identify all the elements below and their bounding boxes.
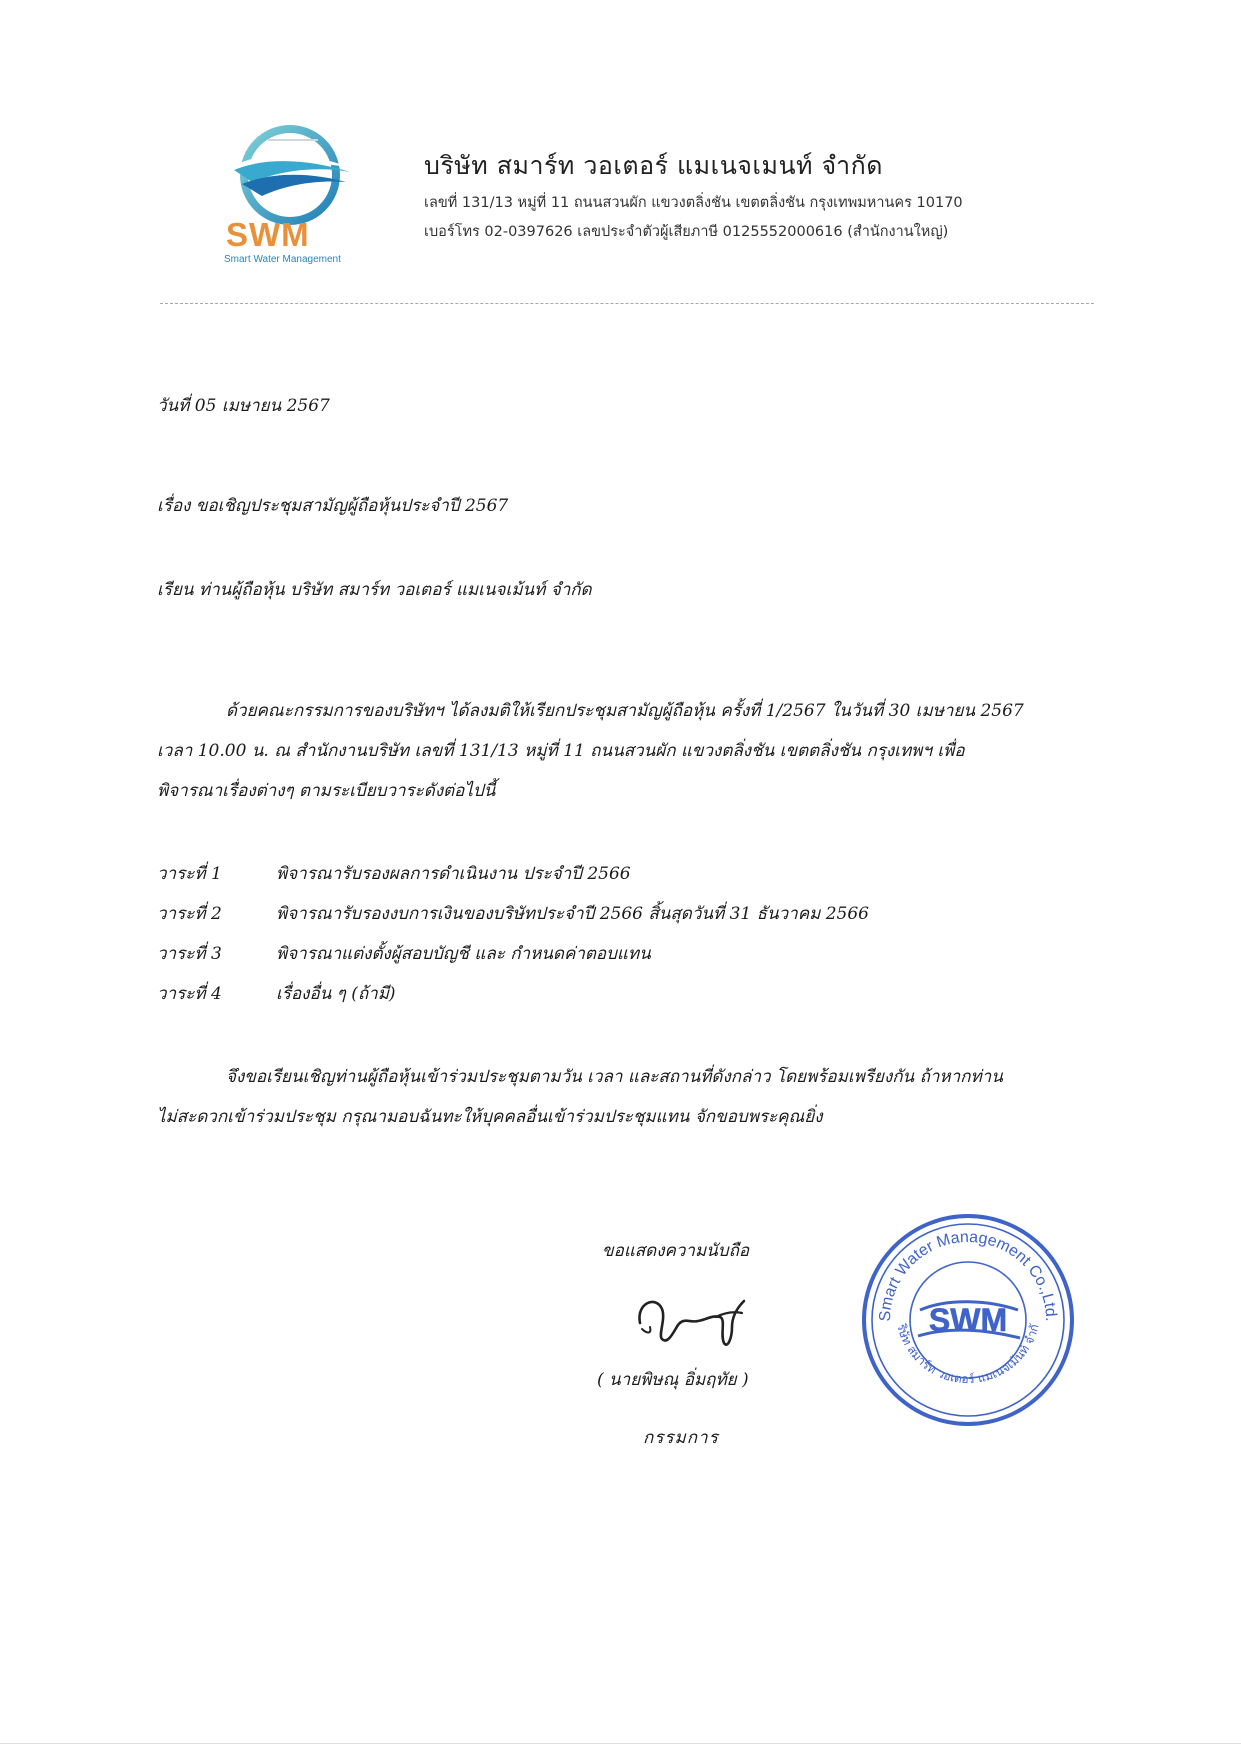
company-stamp [858,1210,1078,1430]
closing-line-1: จึงขอเรียนเชิญท่านผู้ถือหุ้นเข้าร่วมประชุมตามวัน เวลา และสถานที่ดังกล่าว โดยพร้อมเพรียงกัน ถ้าหากท่าน [226,1067,1003,1087]
company-logo [222,120,362,270]
agenda-number: วาระที่ 1 [157,864,222,884]
company-address: เลขที่ 131/13 หมู่ที่ 11 ถนนสวนผัก แขวงตลิ่งชัน เขตตลิ่งชัน กรุงเทพมหานคร 10170 [424,195,963,211]
company-name: บริษัท สมาร์ท วอเตอร์ แมเนจเมนท์ จำกัด [424,151,884,180]
agenda-number: วาระที่ 4 [157,984,222,1004]
letter-subject: เรื่อง ขอเชิญประชุมสามัญผู้ถือหุ้นประจำปี 2567 [157,496,509,516]
agenda-text: เรื่องอื่น ๆ (ถ้ามี) [276,984,396,1004]
signer-title: กรรมการ [643,1428,719,1448]
logo-tagline: Smart Water Management [224,254,341,265]
agenda-number: วาระที่ 2 [157,904,222,924]
stamp-center-text: SWM [928,1302,1008,1338]
intro-line-1: ด้วยคณะกรรมการของบริษัทฯ ได้ลงมติให้เรียกประชุมสามัญผู้ถือหุ้น ครั้งที่ 1/2567 ในวันที่ 30 เมษายน 2567 [226,701,1024,721]
intro-line-3: พิจารณาเรื่องต่างๆ ตามระเบียบวาระดังต่อไปนี้ [157,781,496,801]
agenda-text: พิจารณารับรองงบการเงินของบริษัทประจำปี 2566 สิ้นสุดวันที่ 31 ธันวาคม 2566 [276,904,869,924]
page-edge-line [0,1743,1241,1744]
intro-line-2: เวลา 10.00 น. ณ สำนักงานบริษัท เลขที่ 131/13 หมู่ที่ 11 ถนนสวนผัก แขวงตลิ่งชัน เขตตลิ่งชัน กรุงเทพฯ เพื่อ [157,741,965,761]
regards-text: ขอแสดงความนับถือ [602,1241,750,1261]
signature [628,1283,773,1358]
stamp-bottom-text: ริษัท สมาร์ท วอเตอร์ แมเนจเม้นท์ จำกั [894,1322,1042,1387]
letter-recipient: เรียน ท่านผู้ถือหุ้น บริษัท สมาร์ท วอเตอร์ แมเนจเม้นท์ จำกัด [157,580,592,600]
agenda-number: วาระที่ 3 [157,944,222,964]
header-divider [160,303,1094,304]
stamp-top-text: Smart Water Management Co.,Ltd. [876,1228,1060,1322]
agenda-text: พิจารณารับรองผลการดำเนินงาน ประจำปี 2566 [276,864,631,884]
signer-name: ( นายพิษณุ อิ่มฤทัย ) [597,1370,749,1390]
agenda-text: พิจารณาแต่งตั้งผู้สอบบัญชี และ กำหนดค่าตอบแทน [276,944,651,964]
logo-text: SWM [226,216,310,253]
letter-date: วันที่ 05 เมษายน 2567 [157,396,330,416]
company-contact: เบอร์โทร 02-0397626 เลขประจำตัวผู้เสียภาษี 0125552000616 (สำนักงานใหญ่) [424,224,949,240]
closing-line-2: ไม่สะดวกเข้าร่วมประชุม กรุณามอบฉันทะให้บุคคลอื่นเข้าร่วมประชุมแทน จักขอบพระคุณยิ่ง [157,1107,823,1127]
